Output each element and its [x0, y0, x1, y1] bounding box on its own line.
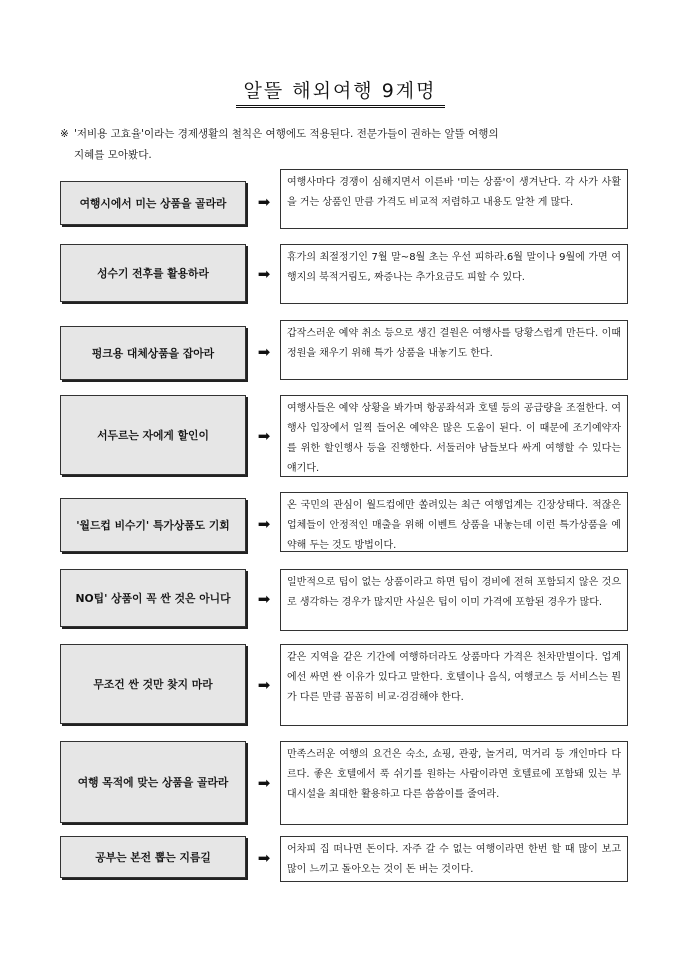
document-title: 알뜰 해외여행 9계명	[236, 76, 445, 108]
intro-text-1: '저비용 고효율'이라는 경제생활의 철칙은 여행에도 적용된다. 전문가들이 권하는 알뜰 여행의	[74, 128, 499, 140]
tip-description: 여행사들은 예약 상황을 봐가며 항공좌석과 호텔 등의 공급량을 조절한다. 여행사 입장에서 일찍 들어온 예약은 많은 도움이 된다. 이 때문에 조기예약자를 위한 할인행사 등을 진행한다. 서둘러야 남들보다 싸게 여행할 수 있다는 얘기다.	[280, 395, 628, 477]
tip-label-box	[60, 244, 246, 302]
tip-label: 여행시에서 미는 상품을 골라라	[79, 196, 227, 210]
tip-description: 갑작스러운 예약 취소 등으로 생긴 결원은 여행사를 당황스럽게 만든다. 이때 정원을 채우기 위해 특가 상품을 내놓기도 한다.	[280, 320, 628, 380]
intro-line-1	[60, 124, 635, 145]
arrow-icon: ➡	[257, 515, 271, 533]
tip-label-box	[60, 836, 246, 878]
tip-row-3	[60, 320, 628, 380]
tip-label: 펑크용 대체상품을 잡아라	[91, 346, 215, 360]
tip-row-2	[60, 244, 628, 304]
tip-description: 일반적으로 팁이 없는 상품이라고 하면 팁이 경비에 전혀 포함되지 않은 것으로 생각하는 경우가 많지만 사실은 팁이 이미 가격에 포함된 경우가 많다.	[280, 569, 628, 631]
arrow-icon: ➡	[257, 676, 271, 694]
tip-label-box	[60, 741, 246, 823]
tip-label-box	[60, 181, 246, 225]
arrow-icon: ➡	[257, 774, 271, 792]
tip-row-9	[60, 836, 628, 882]
tip-label-box	[60, 644, 246, 724]
tip-label-box	[60, 569, 246, 627]
tip-label: NO팁' 상품이 꼭 싼 것은 아니다	[75, 591, 231, 605]
tip-label-box	[60, 395, 246, 475]
arrow-icon: ➡	[257, 427, 271, 445]
tip-row-8	[60, 741, 628, 825]
arrow-icon: ➡	[257, 193, 271, 211]
tip-description: 여행사마다 경쟁이 심해지면서 이른바 '미는 상품'이 생겨난다. 각 사가 사활을 거는 상품인 만큼 가격도 비교적 저렴하고 내용도 알찬 게 많다.	[280, 169, 628, 229]
arrow-icon: ➡	[257, 265, 271, 283]
tip-row-1	[60, 169, 628, 229]
tip-label: 서두르는 자에게 할인이	[97, 428, 209, 442]
tip-label-box	[60, 326, 246, 380]
tip-description: 같은 지역을 같은 기간에 여행하더라도 상품마다 가격은 천차만별이다. 업계에선 싸면 싼 이유가 있다고 말한다. 호텔이나 음식, 여행코스 등 서비스는 뭔가 다른 만큼 꼼꼼히 비교·검검해야 한다.	[280, 644, 628, 726]
arrow-icon: ➡	[257, 849, 271, 867]
tip-description: 어차피 집 떠나면 돈이다. 자주 갈 수 없는 여행이라면 한번 할 때 많이 보고 많이 느끼고 돌아오는 것이 돈 버는 것이다.	[280, 836, 628, 882]
intro-paragraph	[60, 124, 635, 166]
tip-row-4	[60, 395, 628, 477]
tip-row-7	[60, 644, 628, 726]
tip-label-box	[60, 498, 246, 552]
document-title-block	[0, 76, 680, 108]
tip-row-6	[60, 569, 628, 631]
tip-label: '월드컵 비수기' 특가상품도 기회	[76, 518, 230, 532]
tip-label: 성수기 전후를 활용하라	[97, 266, 209, 280]
tip-description: 만족스러운 여행의 요건은 숙소, 쇼핑, 관광, 놀거리, 먹거리 등 개인마다 다르다. 좋은 호텔에서 푹 쉬기를 원하는 사람이라면 호텔료에 포함돼 있는 부대시설을 최대한 활용하고 다른 씀씀이를 줄여라.	[280, 741, 628, 825]
intro-text-2: 지혜를 모아봤다.	[74, 149, 152, 161]
arrow-icon: ➡	[257, 590, 271, 608]
tip-row-5	[60, 492, 628, 552]
tip-label: 여행 목적에 맞는 상품을 골라라	[77, 775, 229, 789]
tip-label: 무조건 싼 것만 찾지 마라	[93, 677, 213, 691]
note-mark: ※	[60, 128, 69, 140]
arrow-icon: ➡	[257, 343, 271, 361]
tip-label: 공부는 본전 뽑는 지름길	[95, 850, 211, 864]
tip-description: 휴가의 최절정기인 7월 말~8월 초는 우선 피하라.6월 말이나 9월에 가면 여행지의 북적거림도, 짜증나는 추가요금도 피할 수 있다.	[280, 244, 628, 304]
tip-description: 온 국민의 관심이 월드컵에만 쏠려있는 최근 여행업계는 긴장상태다. 적잖은 업체들이 안정적인 매출을 위해 이벤트 상품을 내놓는데 이런 특가상품을 예약해 두는 것도 방법이다.	[280, 492, 628, 552]
